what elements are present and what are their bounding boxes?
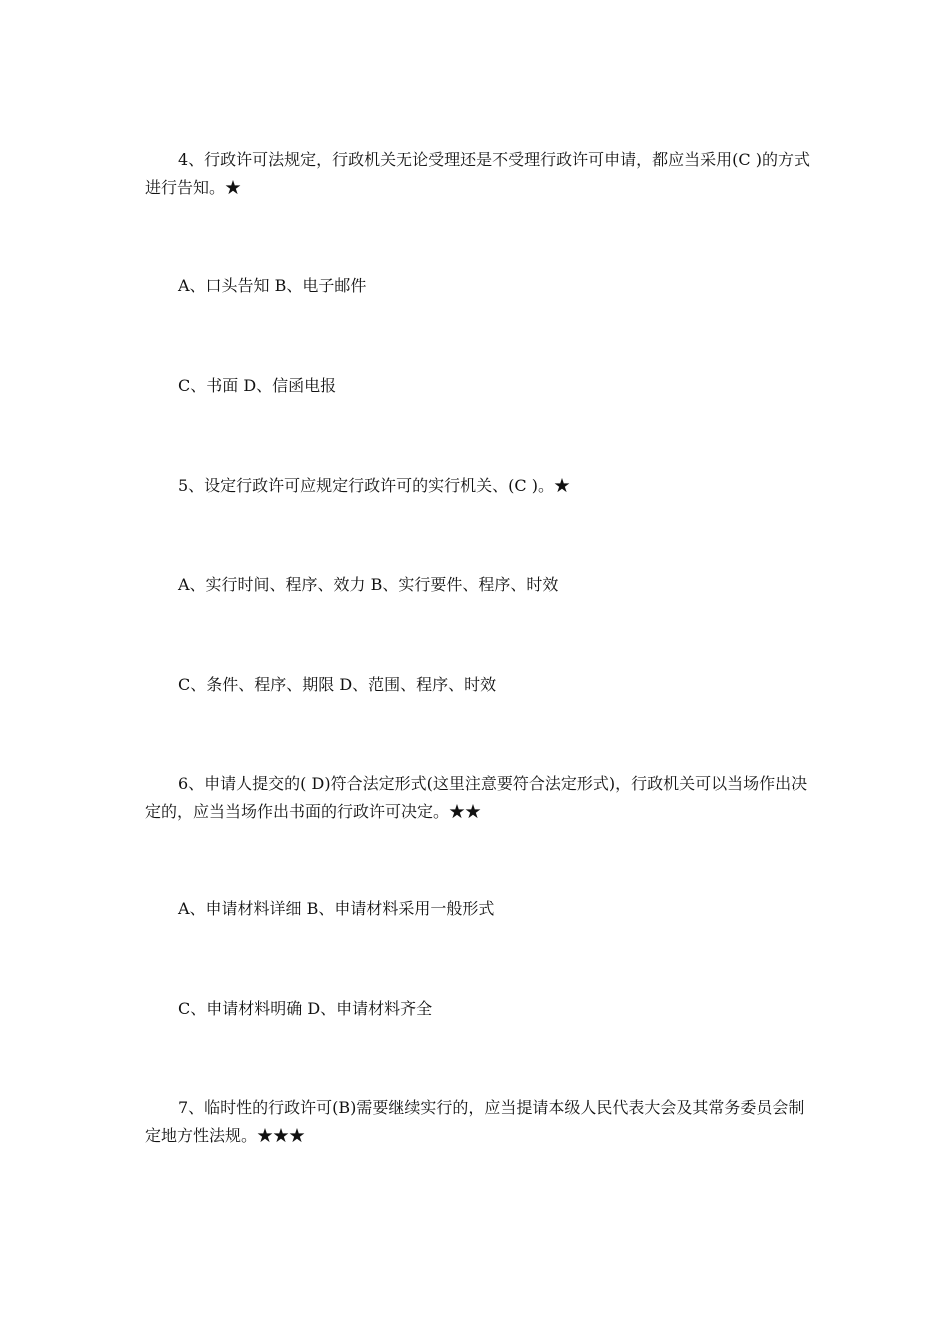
question-5-options-ab: A、实行时间、程序、效力 B、实行要件、程序、时效 — [178, 575, 559, 594]
question-4-options-cd: C、书面 D、信函电报 — [178, 376, 337, 395]
question-4-options-ab: A、口头告知 B、电子邮件 — [178, 276, 367, 295]
question-6-options-ab: A、申请材料详细 B、申请材料采用一般形式 — [178, 899, 495, 918]
question-5-stem: 5、设定行政许可应规定行政许可的实行机关、(C )。★ — [178, 476, 570, 495]
question-4-stem: 4、行政许可法规定，行政机关无论受理还是不受理行政许可申请，都应当采用(C )的方式进行告知。★ — [145, 150, 810, 197]
question-6-options-cd: C、申请材料明确 D、申请材料齐全 — [178, 999, 433, 1018]
question-7-stem: 7、临时性的行政许可(B)需要继续实行的，应当提请本级人民代表大会及其常务委员会制定地方性法规。★★★ — [145, 1098, 805, 1145]
question-6-stem: 6、申请人提交的( D)符合法定形式(这里注意要符合法定形式)，行政机关可以当场作出决定的，应当当场作出书面的行政许可决定。★★ — [145, 774, 808, 821]
question-5-options-cd: C、条件、程序、期限 D、范围、程序、时效 — [178, 675, 497, 694]
